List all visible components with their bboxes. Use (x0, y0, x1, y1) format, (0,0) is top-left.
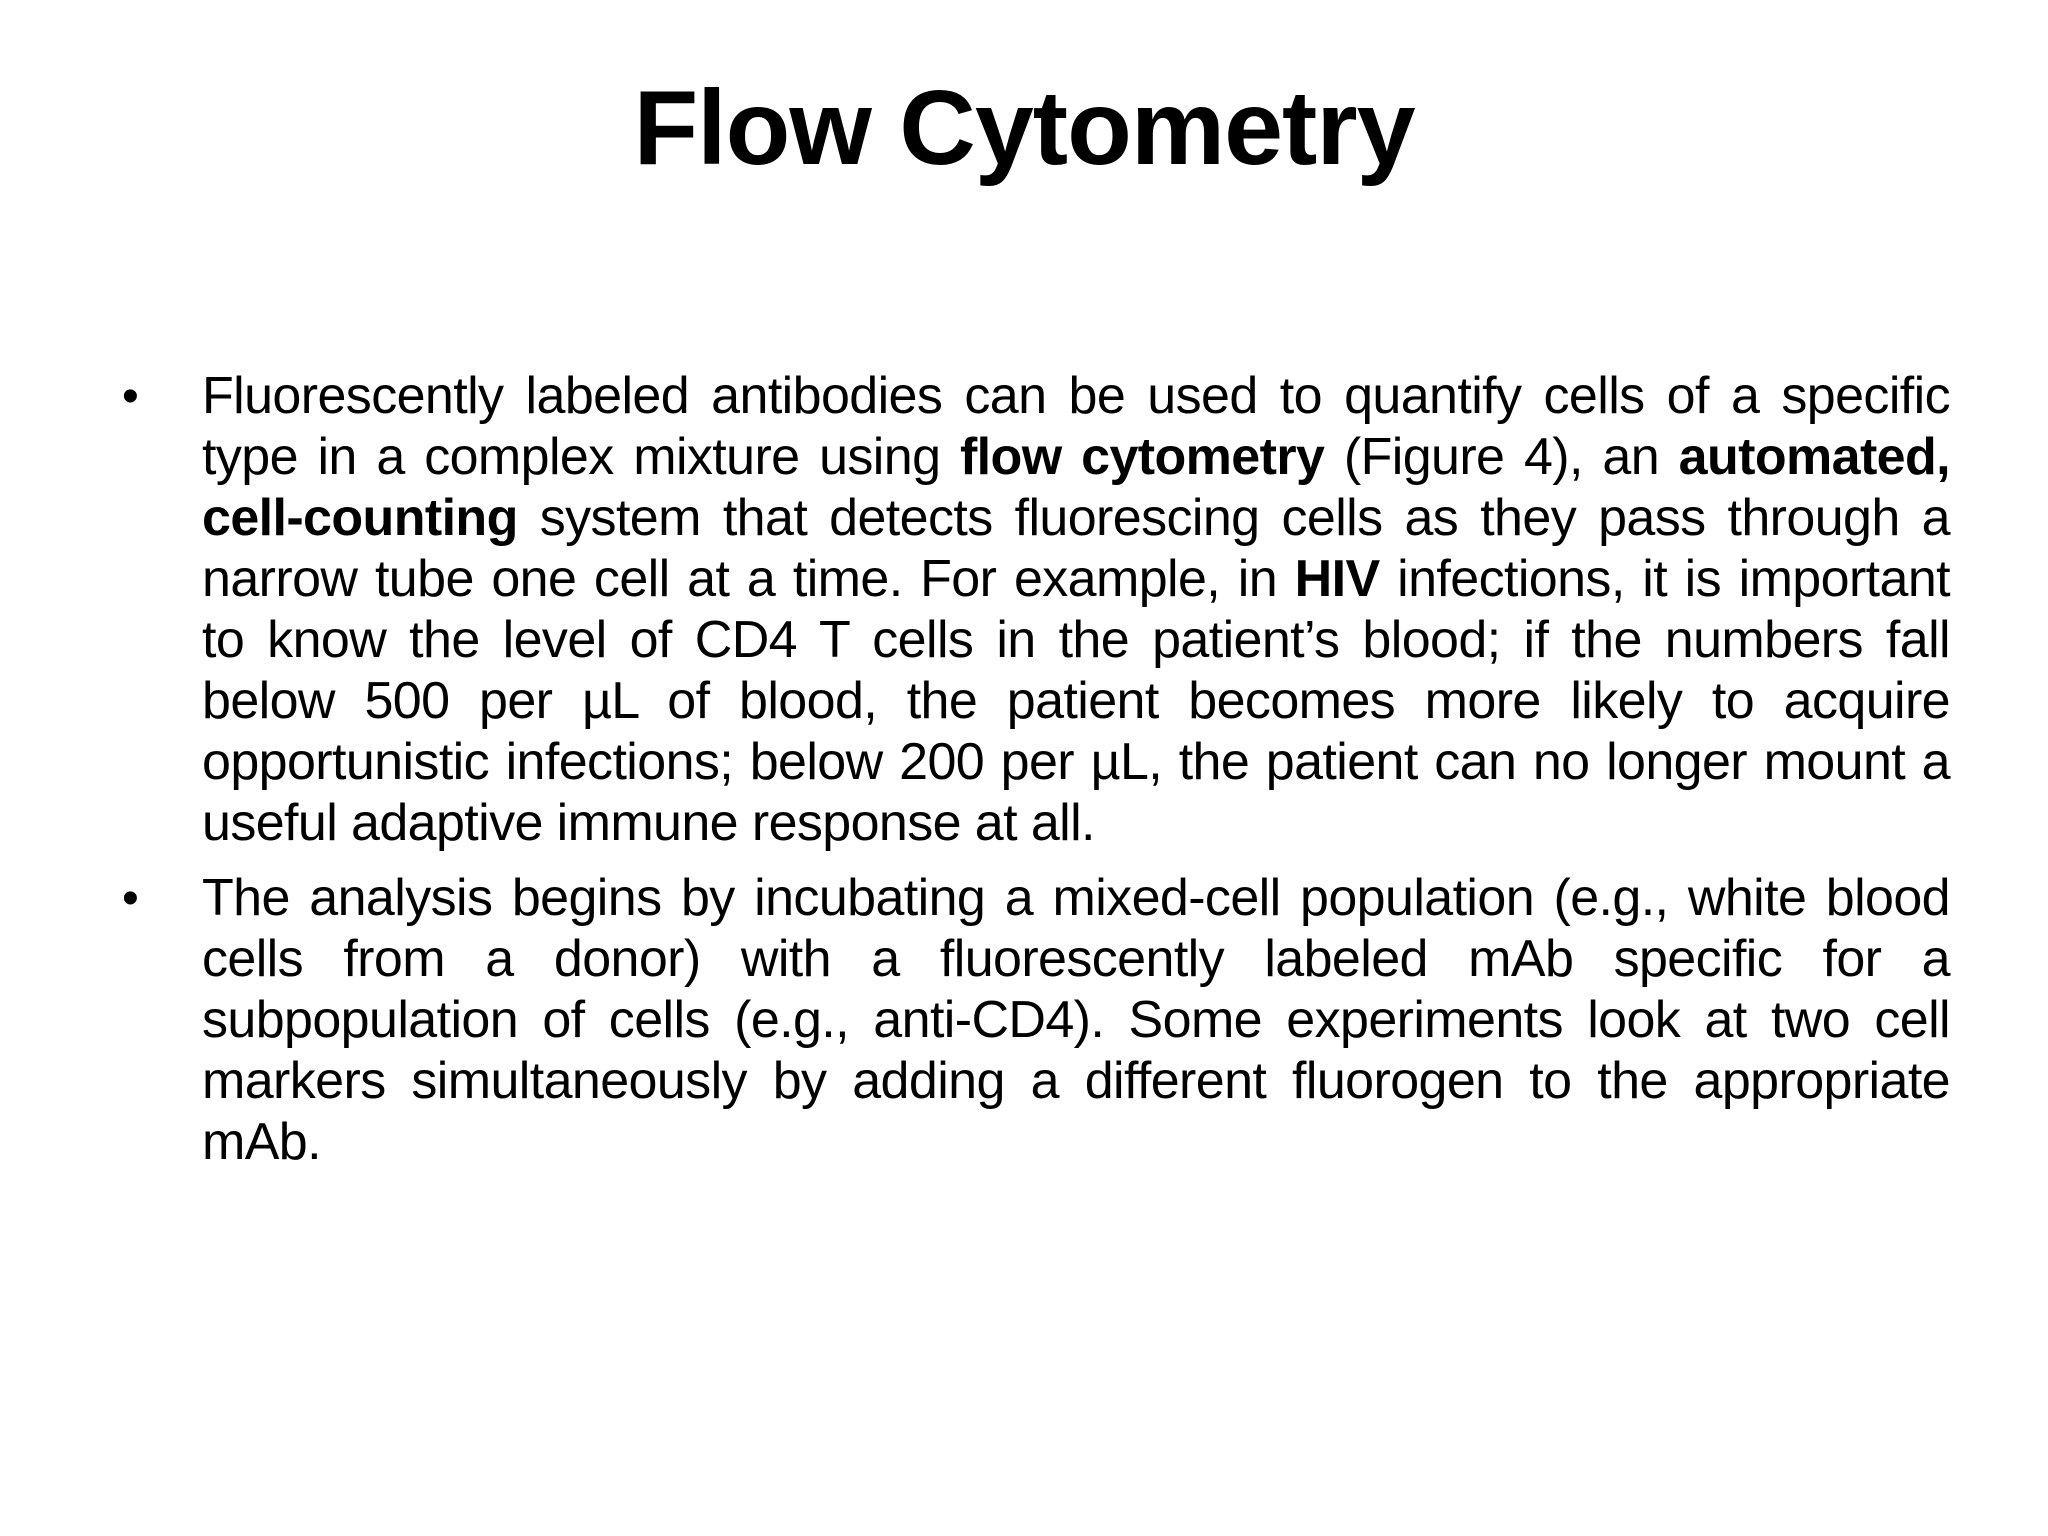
bullet-marker: • (122, 370, 139, 423)
text-segment: system that detects fluorescing cells as they pass through a narrow tube one cell at a time. For example, in (202, 489, 1950, 608)
text-segment: (Figure 4), an (1324, 428, 1679, 486)
bold-term-automated-cell-counting: automated, cell-counting (202, 428, 1951, 547)
bullet-list (118, 366, 1950, 1187)
bullet-marker: • (122, 872, 139, 925)
bullet-item (118, 868, 1950, 1173)
bold-term-flow-cytometry: flow cytometry (959, 428, 1325, 486)
bullet-item (118, 366, 1950, 854)
text-segment: infections, it is important to know the level of CD4 T cells in the patient’s blood; if the numbers fall below 500 per µL of blood, the patient becomes more likely to acquire opportunistic infections; below 200 per µL, the patient can no longer mount a useful adaptive immune response at all. (202, 550, 1950, 852)
text-segment: The analysis begins by incubating a mixed-cell population (e.g., white blood cells from a donor) with a fluorescently labeled mAb specific for a subpopulation of cells (e.g., anti-CD4). Some experiments look at two cell markers simultaneously by adding a different fluorogen to the appropriate mAb. (202, 869, 1950, 1171)
text-segment: Fluorescently labeled antibodies can be used to quantify cells of a specific type in a complex mixture using (202, 367, 1950, 486)
bullet-text (202, 367, 1950, 852)
slide-title: Flow Cytometry (633, 69, 1415, 187)
bullet-text (202, 869, 1950, 1171)
bold-term-hiv: HIV (1294, 550, 1380, 608)
